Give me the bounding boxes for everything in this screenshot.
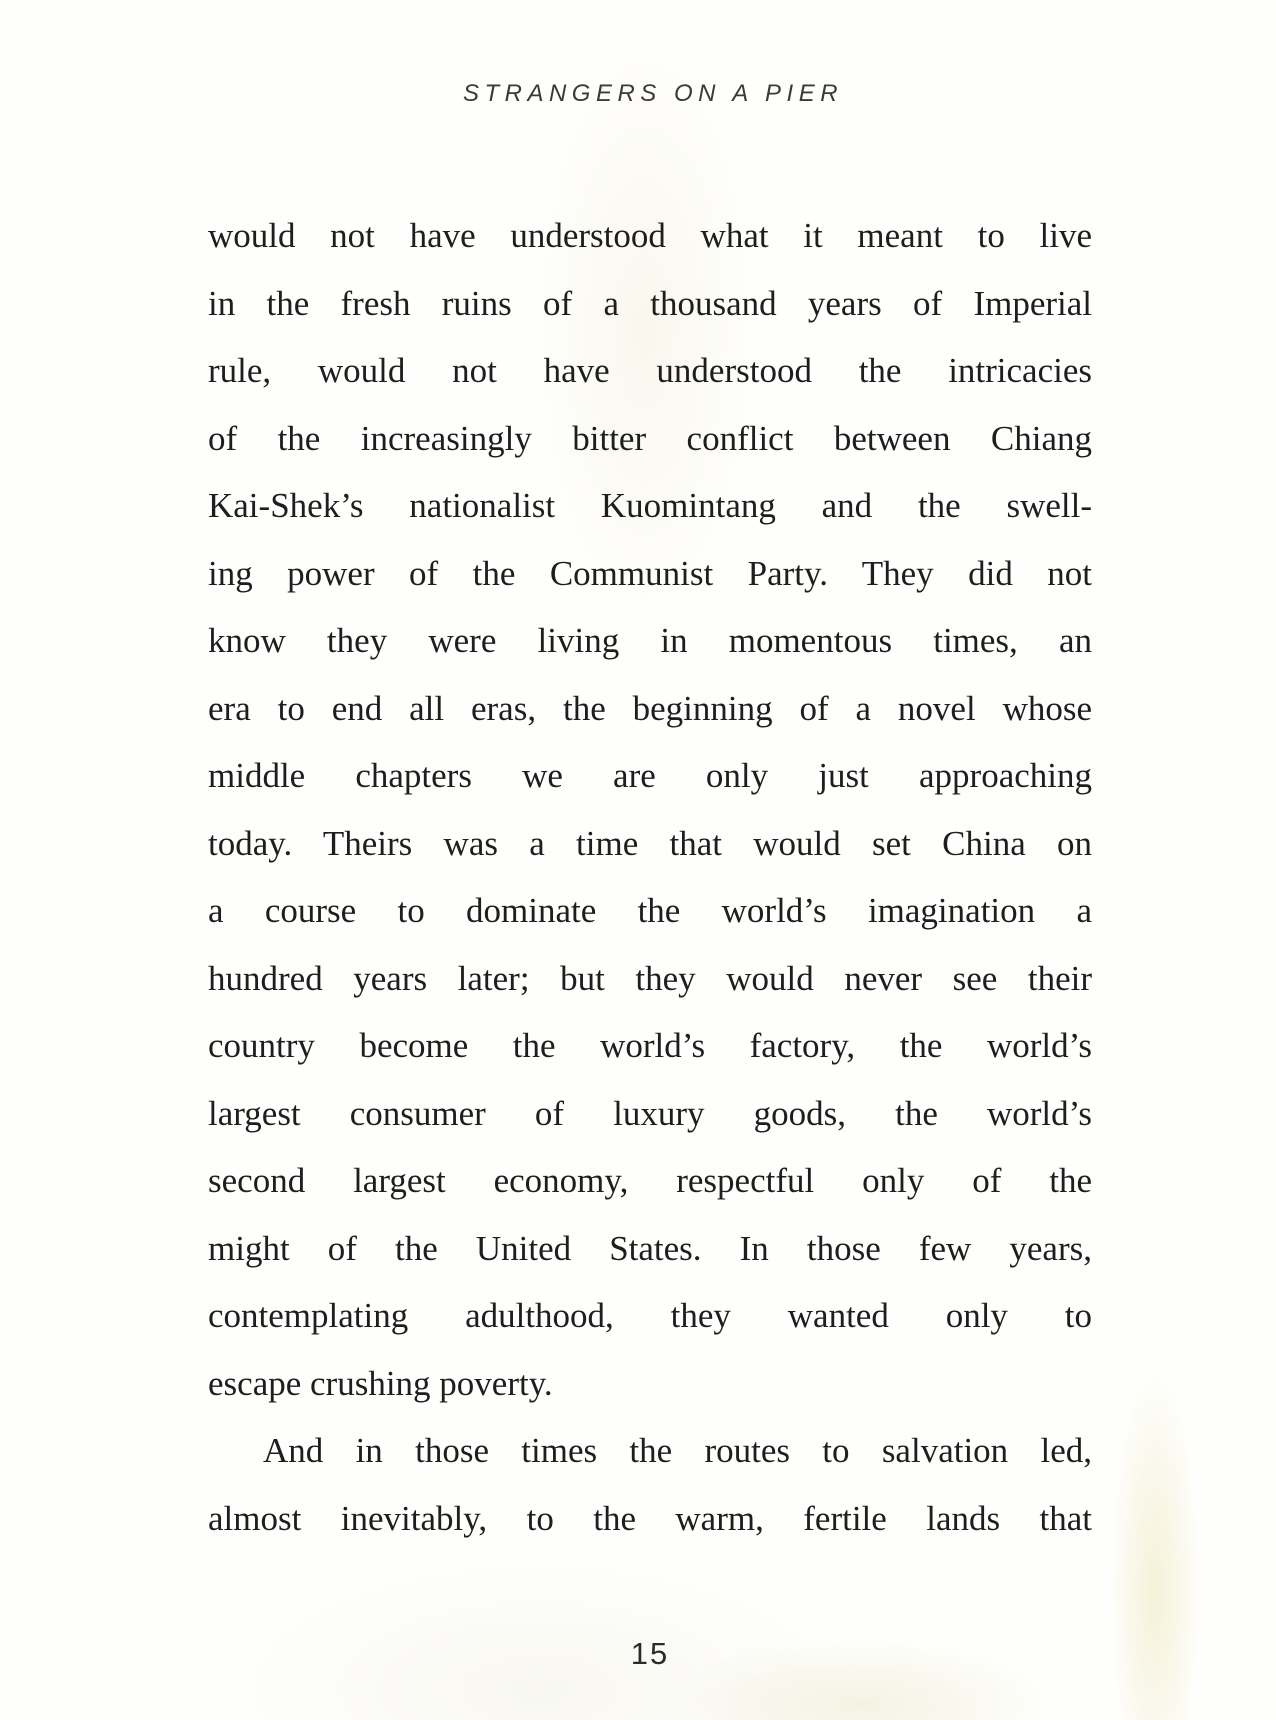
text-line: in the fresh ruins of a thousand years of Imperial [208,283,1092,323]
text-line: largest consumer of luxury goods, the world’s [208,1093,1092,1133]
text-line: era to end all eras, the beginning of a novel whose [208,688,1092,728]
text-line: today. Theirs was a time that would set China on [208,823,1092,863]
text-line: middle chapters we are only just approaching [208,756,1092,795]
body-text [208,202,1092,1552]
text-line: know they were living in momentous times, an [208,621,1092,660]
text-line: Kai-Shek’s nationalist Kuomintang and the swell- [208,486,1092,525]
text-line: hundred years later; but they would never see their [208,958,1092,998]
text-line: contemplating adulthood, they wanted only to [208,1296,1092,1335]
text-line: country become the world’s factory, the world’s [208,1026,1092,1065]
text-line: would not have understood what it meant to live [208,216,1092,255]
text-line: ing power of the Communist Party. They did not [208,553,1092,593]
text-line: might of the United States. In those few years, [208,1228,1092,1268]
text-line: second largest economy, respectful only of the [208,1161,1092,1200]
text-line: escape crushing poverty. [208,1363,553,1403]
text-line: And in those times the routes to salvation led, [263,1431,1092,1470]
running-header: STRANGERS ON A PIER [462,80,844,107]
page-number: 15 [630,1636,670,1671]
text-line: rule, would not have understood the intricacies [208,351,1092,390]
text-line: almost inevitably, to the warm, fertile lands that [208,1498,1092,1538]
text-line: of the increasingly bitter conflict between Chiang [208,418,1092,458]
text-line: a course to dominate the world’s imagination a [208,891,1092,930]
